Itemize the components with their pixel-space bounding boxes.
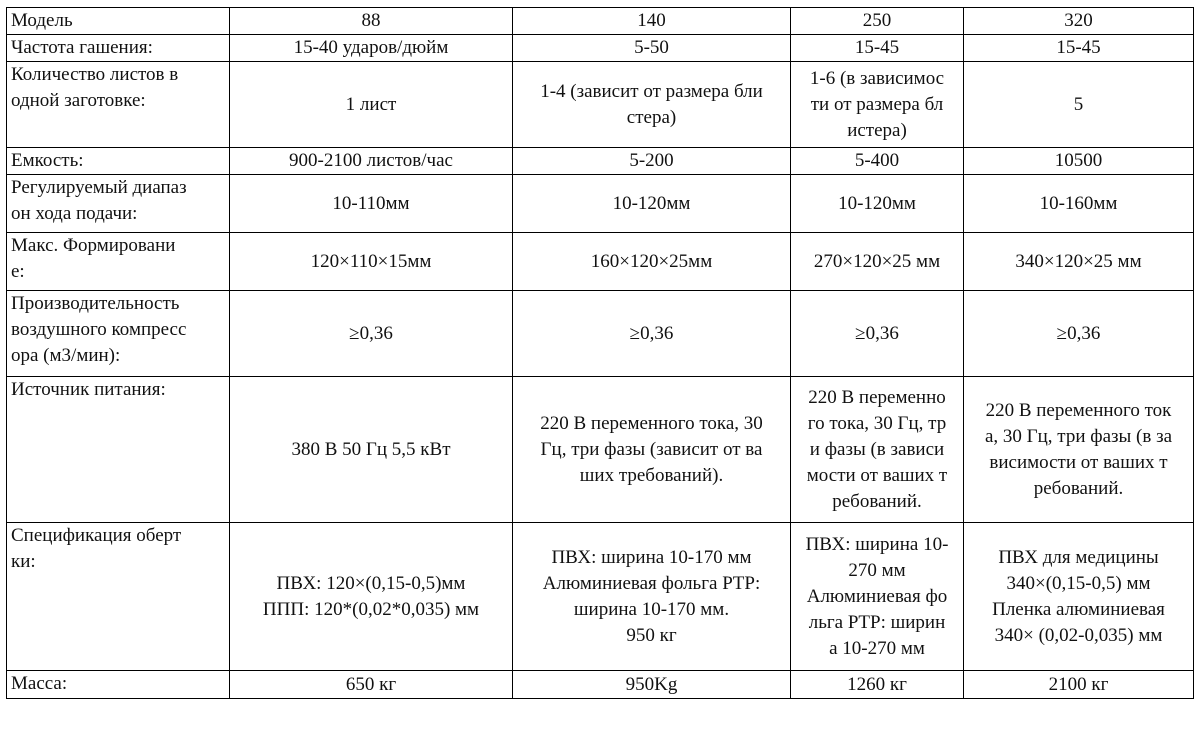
row-label: Масса: [7,671,230,699]
row-capacity [7,148,1194,175]
header-model-88: 88 [230,8,513,35]
row-feed-stroke-range [7,175,1194,233]
row-label: Спецификация оберт ки: [7,523,230,671]
table-cell: ПВХ для медицины 340×(0,15-0,5) мм Пленка алюминиевая 340× (0,02-0,035) мм [964,523,1194,671]
table-cell: 10500 [964,148,1194,175]
table-cell: 5-50 [513,35,791,62]
row-label: Количество листов в одной заготовке: [7,62,230,148]
table-cell: ПВХ: ширина 10- 270 мм Алюминиевая фо льга PTP: ширин а 10-270 мм [791,523,964,671]
row-wrapping-spec [7,523,1194,671]
table-cell: 900-2100 листов/час [230,148,513,175]
table-cell: ≥0,36 [230,291,513,377]
row-power-supply [7,377,1194,523]
table-cell: 1 лист [230,62,513,148]
table-cell: 2100 кг [964,671,1194,699]
table-cell: 650 кг [230,671,513,699]
header-row [7,8,1194,35]
row-label: Макс. Формировани е: [7,233,230,291]
table-cell: 220 В переменного ток а, 30 Гц, три фазы (в за висимости от ваших т ребований. [964,377,1194,523]
row-max-forming [7,233,1194,291]
table-cell: ≥0,36 [791,291,964,377]
table-cell: 10-120мм [513,175,791,233]
row-label: Частота гашения: [7,35,230,62]
row-mass [7,671,1194,699]
row-sheets-per-blank [7,62,1194,148]
row-label: Источник питания: [7,377,230,523]
table-cell: 5-200 [513,148,791,175]
table-cell: 120×110×15мм [230,233,513,291]
table-cell: 10-120мм [791,175,964,233]
table-cell: 5 [964,62,1194,148]
header-label-cell: Модель [7,8,230,35]
header-model-320: 320 [964,8,1194,35]
specification-table [6,7,1194,699]
table-cell: 15-45 [791,35,964,62]
header-model-140: 140 [513,8,791,35]
table-cell: 5-400 [791,148,964,175]
header-model-250: 250 [791,8,964,35]
table-cell: 15-45 [964,35,1194,62]
table-cell: 340×120×25 мм [964,233,1194,291]
table-cell: ≥0,36 [964,291,1194,377]
table-cell: 950Kg [513,671,791,699]
table-cell: 1-4 (зависит от размера бли стера) [513,62,791,148]
table-cell: ≥0,36 [513,291,791,377]
table-cell: 160×120×25мм [513,233,791,291]
table-cell: 380 В 50 Гц 5,5 кВт [230,377,513,523]
table-cell: 10-110мм [230,175,513,233]
table-cell: 1-6 (в зависимос ти от размера бл истера) [791,62,964,148]
table-cell: 1260 кг [791,671,964,699]
table-cell: 270×120×25 мм [791,233,964,291]
table-cell: 220 В переменного тока, 30 Гц, три фазы (зависит от ва ших требований). [513,377,791,523]
row-label: Производительность воздушного компресс ора (м3/мин): [7,291,230,377]
table-cell: 220 В переменно го тока, 30 Гц, тр и фазы (в зависи мости от ваших т ребований. [791,377,964,523]
table-cell: ПВХ: ширина 10-170 мм Алюминиевая фольга PTP: ширина 10-170 мм. 950 кг [513,523,791,671]
table-cell: 15-40 ударов/дюйм [230,35,513,62]
row-punch-frequency [7,35,1194,62]
row-air-compressor [7,291,1194,377]
table-cell: 10-160мм [964,175,1194,233]
row-label: Регулируемый диапаз он хода подачи: [7,175,230,233]
table-cell: ПВХ: 120×(0,15-0,5)мм ППП: 120*(0,02*0,035) мм [230,523,513,671]
row-label: Емкость: [7,148,230,175]
